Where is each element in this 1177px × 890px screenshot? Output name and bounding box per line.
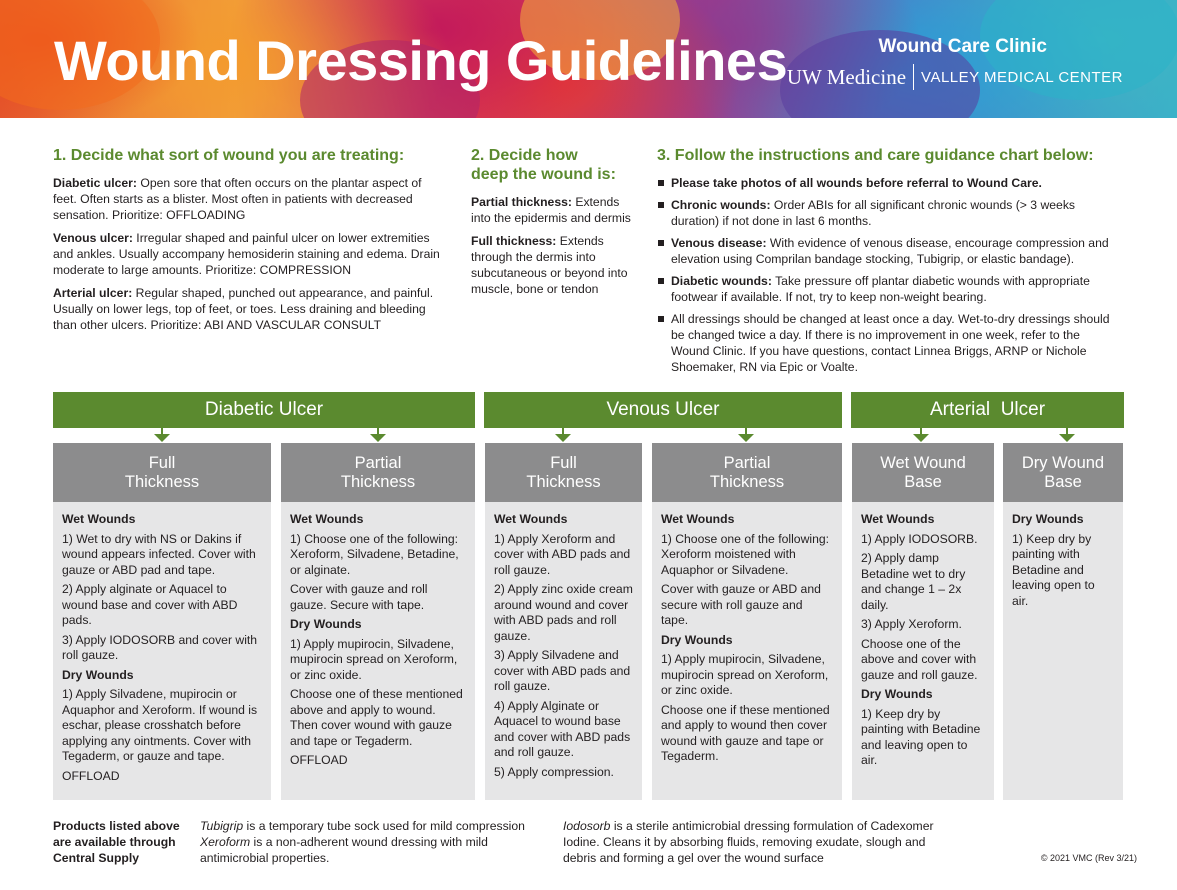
term: Please take photos of all wounds before referral to Wound Care. xyxy=(671,176,1042,190)
step-text: 1) Keep dry by painting with Betadine and leaving open to air. xyxy=(1012,531,1095,608)
header-line: Partial xyxy=(354,453,402,472)
step-text: Choose one of these mentioned above and apply to wound. Then cover wound with gauze and tape or Tegaderm. xyxy=(290,687,463,748)
step-text: 1) Keep dry by painting with Betadine and leaving open to air. xyxy=(861,706,981,767)
wound-type-venous xyxy=(53,230,443,278)
term: Partial thickness: xyxy=(471,195,572,209)
header-line: Thickness xyxy=(709,472,785,491)
panel-diabetic-partial xyxy=(281,502,475,800)
instruction-text: Take pressure off plantar diabetic wounds with appropriate footwear if available. If not, try to keep non-weight bearing. xyxy=(671,274,1090,304)
step-text: 1) Apply mupirocin, Silvadene, mupirocin spread on Xeroform, or zinc oxide. xyxy=(661,652,829,697)
instruction-item xyxy=(657,197,1117,229)
clinic-name: Wound Care Clinic xyxy=(878,36,1047,57)
header-line: Thickness xyxy=(340,472,416,491)
page-title: Wound Dressing Guidelines xyxy=(54,29,788,92)
step-text: 4) Apply Alginate or Aquacel to wound base and cover with ABD pads and roll gauze. xyxy=(494,698,631,759)
instruction-text: All dressings should be changed at least once a day. Wet-to-dry dressings should be changed twice a day. If there is no improvement in one week, refer to the Wound Clinic. If you have questions, contact Linnea Briggs, ARNP or Nichole Shoemaker, RN via Epic or Voalte. xyxy=(671,312,1110,374)
arrow-down-icon xyxy=(1059,434,1075,442)
glossary-definition: is a sterile antimicrobial dressing formulation of Cadexomer Iodine. Cleans it by absorbing fluids, removing exudate, slough and debris and forming a gel over the wound surface xyxy=(563,819,934,865)
depth-full xyxy=(471,233,631,297)
header-line: Dry Wound xyxy=(1021,453,1105,472)
products-note: Products listed above are available through Central Supply xyxy=(53,819,180,865)
copyright: © 2021 VMC (Rev 3/21) xyxy=(1040,853,1137,863)
bullet-icon xyxy=(658,240,664,246)
arrow-down-icon xyxy=(913,434,929,442)
header-line: Full xyxy=(550,453,577,472)
term: Arterial ulcer: xyxy=(53,286,133,300)
header-line: Full xyxy=(148,453,176,472)
instruction-item xyxy=(657,273,1117,305)
subheading-wet-wounds: Wet Wounds xyxy=(290,512,364,526)
step-text: 1) Apply IODOSORB. xyxy=(861,531,978,546)
arrow-down-icon xyxy=(738,434,754,442)
term: Diabetic ulcer: xyxy=(53,176,137,190)
step-text: Choose one if these mentioned and apply to wound then cover wound with gauze and tape or Tegaderm. xyxy=(661,702,830,763)
step1-heading: 1. Decide what sort of wound you are treating: xyxy=(53,147,405,164)
instruction-list xyxy=(657,175,1117,375)
subheading-dry-wounds: Dry Wounds xyxy=(1012,512,1084,526)
panel-arterial-dry xyxy=(1003,502,1123,800)
instruction-text: With evidence of venous disease, encourage compression and elevation using Comprilan bandage stocking, Tubigrip, or elastic bandage). xyxy=(671,236,1109,266)
instruction-item xyxy=(657,175,1117,191)
category-venous-ulcer: Venous Ulcer xyxy=(484,392,842,428)
term: Diabetic wounds: xyxy=(671,274,772,288)
term: Chronic wounds: xyxy=(671,198,771,212)
bullet-icon xyxy=(658,316,664,322)
column-header-venous-partial xyxy=(652,443,842,502)
header-banner xyxy=(0,0,1177,118)
subheading-dry-wounds: Dry Wounds xyxy=(290,617,362,631)
subheading-wet-wounds: Wet Wounds xyxy=(861,512,935,526)
instruction-item xyxy=(657,235,1117,267)
step2-section xyxy=(471,146,631,304)
arrow-down-icon xyxy=(154,434,170,442)
step-text: 1) Wet to dry with NS or Dakins if wound appears infected. Cover with gauze or ABD pad and tape. xyxy=(62,531,256,577)
brand-uw-medicine: UW Medicine xyxy=(786,64,907,89)
column-header-venous-full xyxy=(485,443,642,502)
wound-type-diabetic xyxy=(53,175,443,223)
panel-venous-full xyxy=(485,502,642,800)
column-header-arterial-wet xyxy=(852,443,994,502)
instruction-item xyxy=(657,311,1117,375)
definition: Extends through the dermis into subcutaneous or beyond into muscle, bone or tendon xyxy=(471,234,628,296)
definition: Irregular shaped and painful ulcer on lower extremities and ankles. Usually accompany hemosiderin staining and edema. Drain moderate to large amounts. Prioritize: COMPRESSION xyxy=(53,231,440,277)
depth-partial xyxy=(471,194,631,226)
subheading-dry-wounds: Dry Wounds xyxy=(861,687,933,701)
step1-section xyxy=(53,146,443,340)
heading-line: 2. Decide how xyxy=(471,147,578,164)
instruction-text: Order ABIs for all significant chronic wounds (> 3 weeks duration) if not done in last 6 months. xyxy=(671,198,1076,228)
step-text: 2) Apply damp Betadine wet to dry and change 1 – 2x daily. xyxy=(861,551,966,612)
header-line: Thickness xyxy=(526,472,601,491)
category-diabetic-ulcer: Diabetic Ulcer xyxy=(53,392,475,428)
step-text: 5) Apply compression. xyxy=(494,764,614,779)
brand-logo xyxy=(787,64,1123,90)
term: Venous disease: xyxy=(671,236,767,250)
glossary-iodosorb xyxy=(563,818,953,866)
panel-venous-partial xyxy=(652,502,842,800)
definition: Open sore that often occurs on the plantar aspect of feet. Often starts as a blister. Most often in patients with decreased sensation. Prioritize: OFFLOADING xyxy=(53,176,422,222)
header-line: Partial xyxy=(723,453,771,472)
header-line: Wet Wound xyxy=(880,453,966,472)
definition: Extends into the epidermis and dermis xyxy=(471,195,631,225)
step-text: OFFLOAD xyxy=(62,768,120,783)
brand-divider xyxy=(913,64,914,90)
definition: Regular shaped, punched out appearance, and painful. Usually on lower legs, top of feet, or toes. Less draining and bleeding than other ulcers. Prioritize: ABI AND VASCULAR CONSULT xyxy=(53,286,434,332)
step-text: 1) Choose one of the following: Xeroform, Silvadene, Betadine, or alginate. xyxy=(290,531,459,577)
step3-section xyxy=(657,146,1117,381)
step-text: Cover with gauze and roll gauze. Secure with tape. xyxy=(290,582,428,612)
subheading-wet-wounds: Wet Wounds xyxy=(661,512,735,526)
step-text: 3) Apply Silvadene and cover with ABD pads and roll gauze. xyxy=(494,648,631,693)
header-line: Base xyxy=(1044,472,1082,491)
step-text: Choose one of the above and cover with gauze and roll gauze. xyxy=(861,636,978,682)
panel-arterial-wet xyxy=(852,502,994,800)
glossary-term: Xeroform xyxy=(200,835,251,849)
column-header-diabetic-full xyxy=(53,443,271,502)
arrow-down-icon xyxy=(370,434,386,442)
step-text: 1) Choose one of the following: Xeroform moistened with Aquaphor or Silvadene. xyxy=(661,531,830,577)
step-text: Cover with gauze or ABD and secure with roll gauze and tape. xyxy=(661,582,821,627)
step2-heading xyxy=(471,146,631,184)
bullet-icon xyxy=(658,278,664,284)
glossary-definition: is a non-adherent wound dressing with mild antimicrobial properties. xyxy=(200,835,488,865)
step-text: 2) Apply alginate or Aquacel to wound base and cover with ABD pads. xyxy=(62,582,238,627)
wound-type-arterial xyxy=(53,285,443,333)
panel-diabetic-full xyxy=(53,502,271,800)
term: Venous ulcer: xyxy=(53,231,133,245)
category-arterial-ulcer: Arterial Ulcer xyxy=(851,392,1124,428)
term: Full thickness: xyxy=(471,234,557,248)
step-text: 2) Apply zinc oxide cream around wound and cover with ABD pads and roll gauze. xyxy=(494,582,633,643)
subheading-dry-wounds: Dry Wounds xyxy=(661,632,733,647)
step-text: OFFLOAD xyxy=(290,753,348,767)
arrow-down-icon xyxy=(555,434,571,442)
subheading-dry-wounds: Dry Wounds xyxy=(62,667,134,682)
header-line: Base xyxy=(904,472,942,491)
column-header-diabetic-partial xyxy=(281,443,475,502)
bullet-icon xyxy=(658,180,664,186)
brand-valley-medical: VALLEY MEDICAL CENTER xyxy=(921,68,1123,86)
bullet-icon xyxy=(658,202,664,208)
header-line: Thickness xyxy=(124,472,200,491)
step-text: 3) Apply IODOSORB and cover with roll gauze. xyxy=(62,632,258,662)
step-text: 1) Apply Xeroform and cover with ABD pads and roll gauze. xyxy=(494,531,631,577)
subheading-wet-wounds: Wet Wounds xyxy=(494,512,568,526)
subheading-wet-wounds: Wet Wounds xyxy=(62,512,136,526)
heading-line: deep the wound is: xyxy=(471,166,616,183)
glossary-term: Tubigrip xyxy=(200,819,244,833)
step-text: 3) Apply Xeroform. xyxy=(861,617,962,631)
step-text: 1) Apply Silvadene, mupirocin or Aquaphor and Xeroform. If wound is eschar, please crosshatch before applying any ointments. Cover with Tegaderm, or gauze and tape. xyxy=(62,687,258,763)
step-text: 1) Apply mupirocin, Silvadene, mupirocin spread on Xeroform, or zinc oxide. xyxy=(290,636,458,682)
column-header-arterial-dry xyxy=(1003,443,1123,502)
step3-heading: 3. Follow the instructions and care guidance chart below: xyxy=(657,147,1094,164)
glossary-term: Iodosorb xyxy=(563,819,611,833)
glossary-definition: is a temporary tube sock used for mild compression xyxy=(243,819,525,833)
glossary-tubigrip-xeroform xyxy=(200,818,545,866)
